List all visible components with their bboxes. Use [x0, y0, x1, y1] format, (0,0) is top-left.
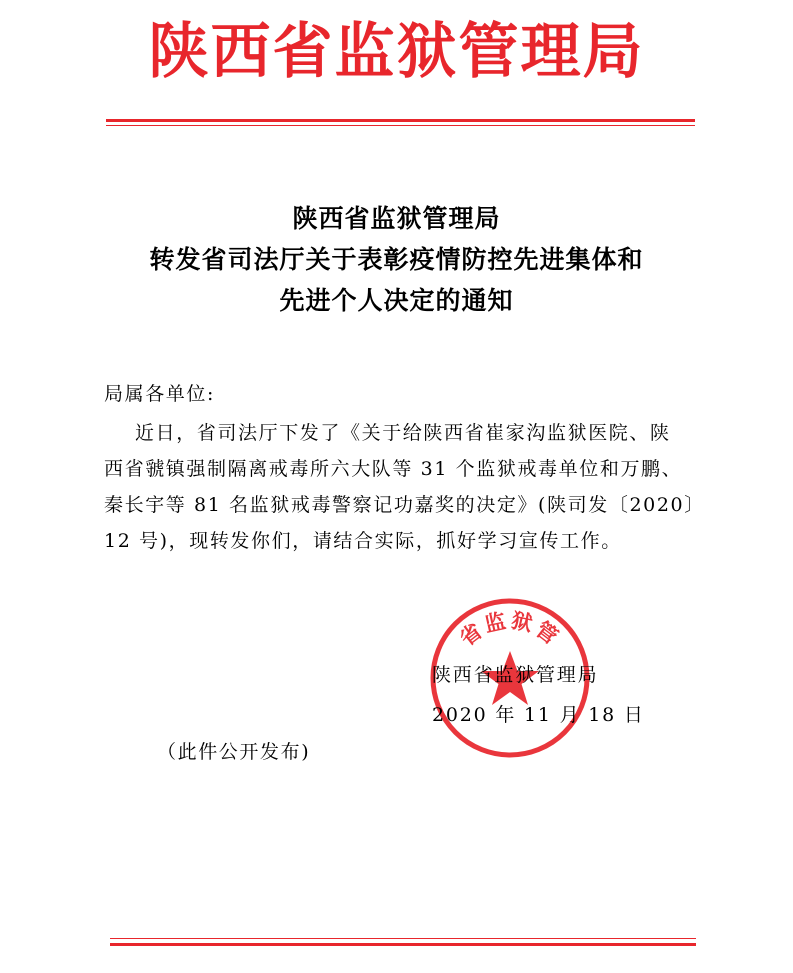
salutation: 局属各单位:	[104, 383, 216, 405]
sign-date: 2020 年 11 月 18 日	[432, 704, 645, 726]
document-title	[0, 198, 793, 321]
signer-name: 陕西省监狱管理局	[432, 664, 599, 686]
document-title-line: 陕西省监狱管理局	[292, 204, 501, 233]
document-title-line: 先进个人决定的通知	[279, 286, 514, 315]
body-line: 秦长宇等 81 名监狱戒毒警察记功嘉奖的决定》(陕司发〔2020〕	[104, 494, 705, 516]
letterhead-title: 陕西省监狱管理局	[148, 17, 645, 87]
letterhead-rule-thin	[106, 125, 695, 126]
body-line: 近日，省司法厅下发了《关于给陕西省崔家沟监狱医院、陕	[135, 422, 671, 444]
body-line: 12 号)，现转发你们，请结合实际，抓好学习宣传工作。	[104, 530, 622, 552]
svg-text:省监狱管	[455, 608, 564, 651]
letterhead-rule-thick	[106, 119, 695, 122]
seal-text: 省监狱管	[455, 608, 565, 651]
footer-rule-thin	[110, 938, 696, 939]
public-release-note: （此件公开发布)	[157, 741, 311, 763]
footer-rule-thick	[110, 943, 696, 946]
document-title-line: 转发省司法厅关于表彰疫情防控先进集体和	[149, 245, 644, 274]
body-line: 西省虢镇强制隔离戒毒所六大队等 31 个监狱戒毒单位和万鹏、	[104, 458, 683, 480]
